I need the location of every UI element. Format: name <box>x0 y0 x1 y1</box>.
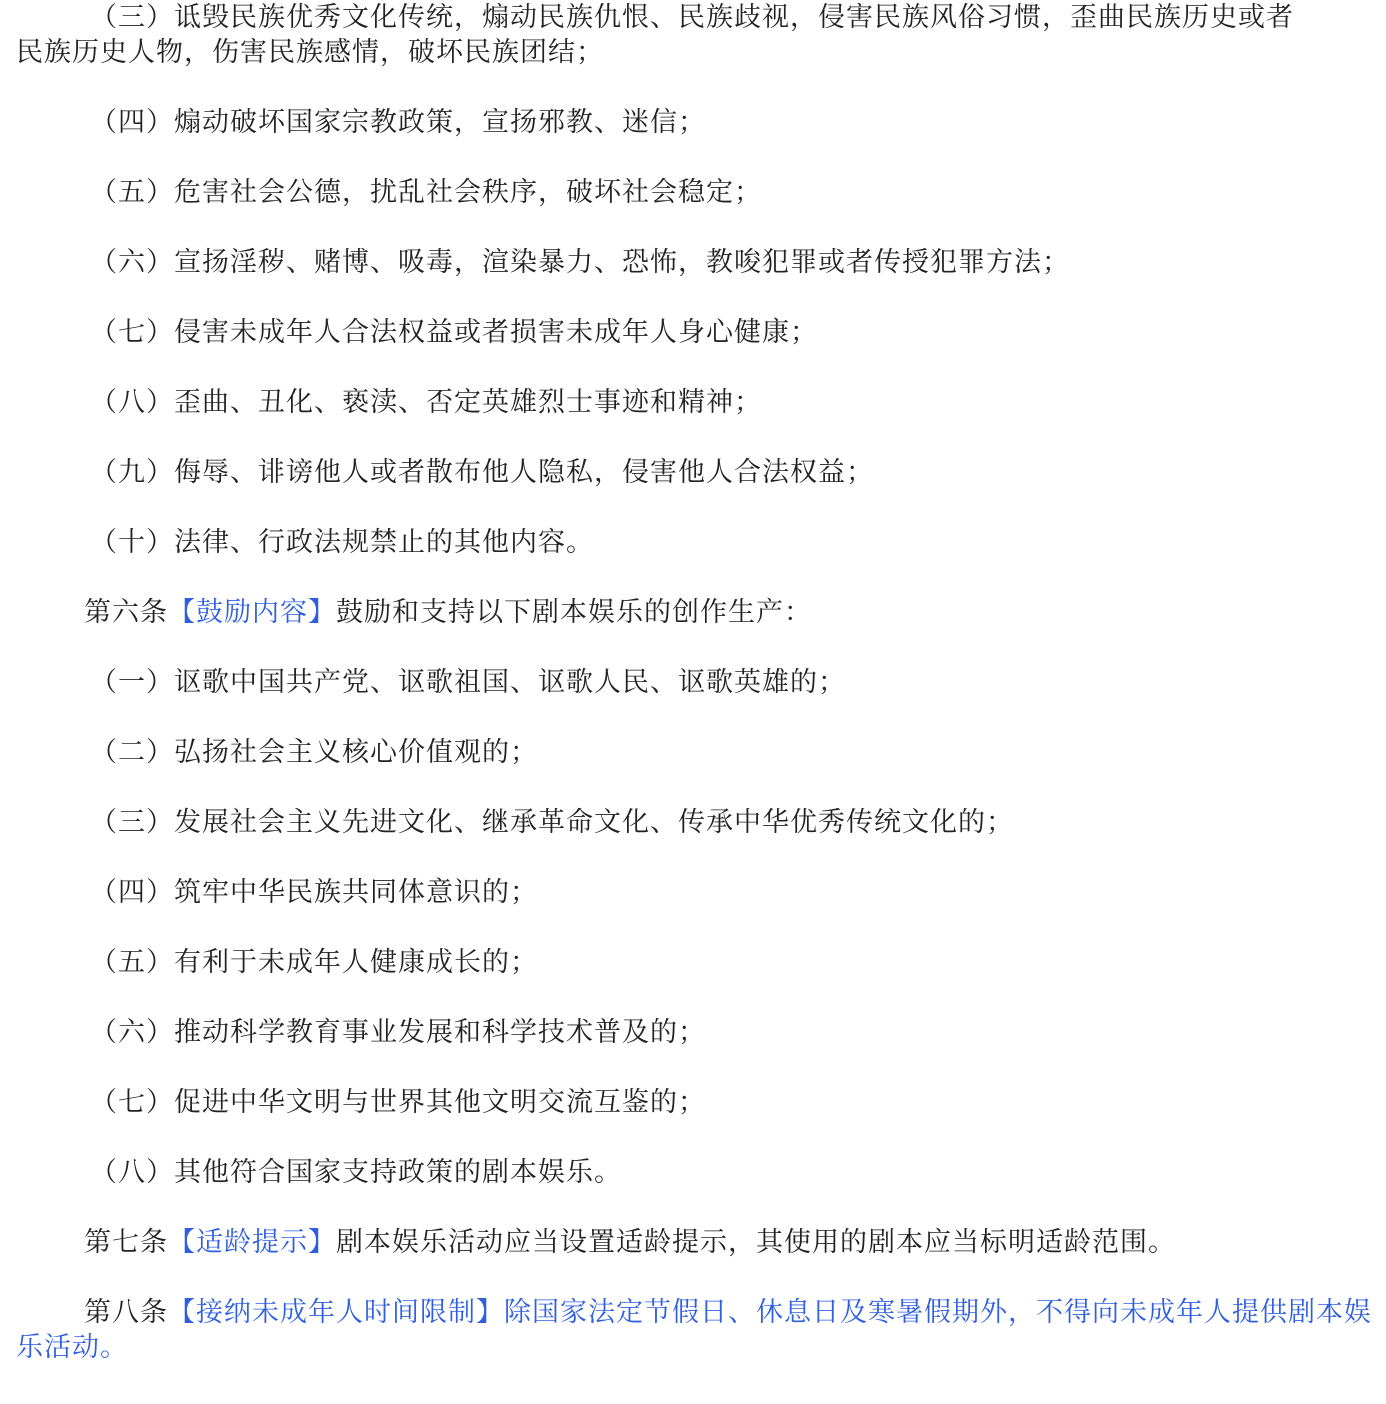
encouraged-item-7: （七）促进中华文明与世界其他文明交流互鉴的； <box>90 1087 706 1118</box>
prohibited-item-8: （八）歪曲、丑化、亵渎、否定英雄烈士事迹和精神； <box>90 387 762 418</box>
item-3-continuation <box>16 35 1372 70</box>
encouraged-item-2: （二）弘扬社会主义核心价值观的； <box>90 737 538 768</box>
encouraged-item-5: （五）有利于未成年人健康成长的； <box>90 947 538 978</box>
item-3-line-1: （三）诋毁民族优秀文化传统，煽动民族仇恨、民族歧视，侵害民族风俗习惯，歪曲民族历史或者 <box>90 2 1294 33</box>
encouraged-item-8: （八）其他符合国家支持政策的剧本娱乐。 <box>90 1157 622 1188</box>
encouraged-item-6: （六）推动科学教育事业发展和科学技术普及的； <box>90 1017 706 1048</box>
article-7-number: 第七条 <box>84 1227 168 1258</box>
article-6-tag: 【鼓励内容】 <box>168 597 336 628</box>
prohibited-item-6: （六）宣扬淫秽、赌博、吸毒，渲染暴力、恐怖，教唆犯罪或者传授犯罪方法； <box>90 247 1070 278</box>
article-8 <box>16 1295 1372 1365</box>
item-3-paragraph <box>16 0 1372 35</box>
article-8-tag: 【接纳未成年人时间限制】 <box>168 1297 504 1328</box>
article-6-number: 第六条 <box>84 597 168 628</box>
article-7-tag: 【适龄提示】 <box>168 1227 336 1258</box>
prohibited-item-10: （十）法律、行政法规禁止的其他内容。 <box>90 527 594 558</box>
encouraged-item-4: （四）筑牢中华民族共同体意识的； <box>90 877 538 908</box>
encouraged-item-3: （三）发展社会主义先进文化、继承革命文化、传承中华优秀传统文化的； <box>90 807 1014 838</box>
article-7-text: 剧本娱乐活动应当设置适龄提示，其使用的剧本应当标明适龄范围。 <box>336 1227 1176 1258</box>
prohibited-item-5: （五）危害社会公德，扰乱社会秩序，破坏社会稳定； <box>90 177 762 208</box>
article-7 <box>16 1225 1372 1260</box>
prohibited-item-4: （四）煽动破坏国家宗教政策，宣扬邪教、迷信； <box>90 107 706 138</box>
article-8-text: 除国家法定节假日、休息日及寒暑假期外，不得向未成年人提供剧本娱乐活动。 <box>16 1297 1372 1363</box>
item-3-line-2: 民族历史人物，伤害民族感情，破坏民族团结； <box>16 37 604 68</box>
article-8-number: 第八条 <box>84 1297 168 1328</box>
article-6-text: 鼓励和支持以下剧本娱乐的创作生产： <box>336 597 812 628</box>
prohibited-item-9: （九）侮辱、诽谤他人或者散布他人隐私，侵害他人合法权益； <box>90 457 874 488</box>
document-body <box>16 0 1372 1365</box>
prohibited-item-7: （七）侵害未成年人合法权益或者损害未成年人身心健康； <box>90 317 818 348</box>
encouraged-item-1: （一）讴歌中国共产党、讴歌祖国、讴歌人民、讴歌英雄的； <box>90 667 846 698</box>
article-6 <box>16 595 1372 630</box>
